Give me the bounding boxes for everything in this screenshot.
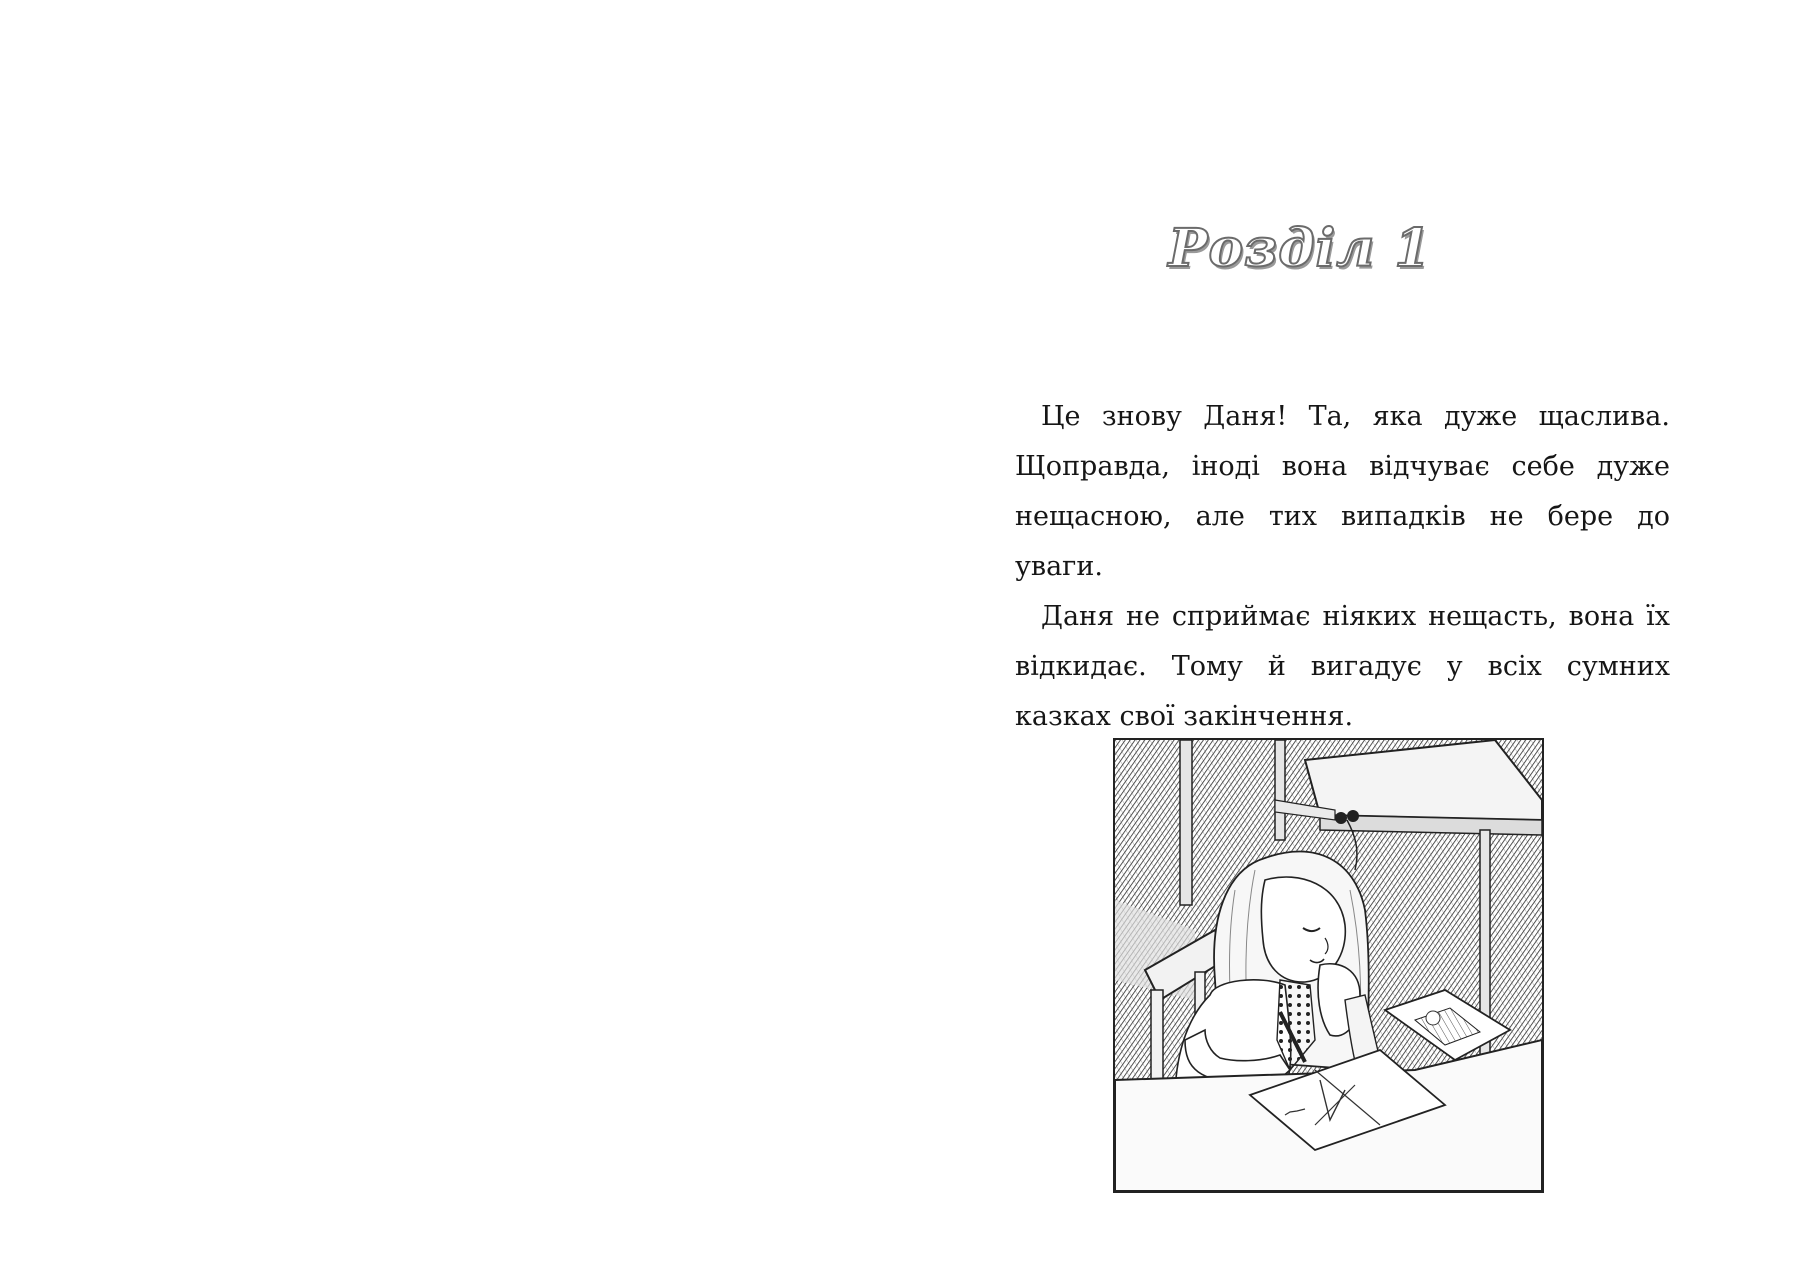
girl-writing-illustration xyxy=(1113,738,1544,1193)
chair-leg xyxy=(1180,740,1192,905)
paragraph-1: Це знову Даня! Та, яка дуже щаслива. Щоправда, іноді вона відчуває себе дуже нещасною, але тих випадків не бере до уваги. xyxy=(1015,401,1670,582)
body-text xyxy=(1015,392,1670,742)
paragraph-2: Даня не сприймає ніяких нещасть, вона їх відкидає. Тому й вигадує у всіх сумних казках свої закінчення. xyxy=(1015,601,1670,732)
chapter-title: Розділ 1 xyxy=(1168,218,1432,279)
illustration-drawing xyxy=(1115,740,1542,1191)
